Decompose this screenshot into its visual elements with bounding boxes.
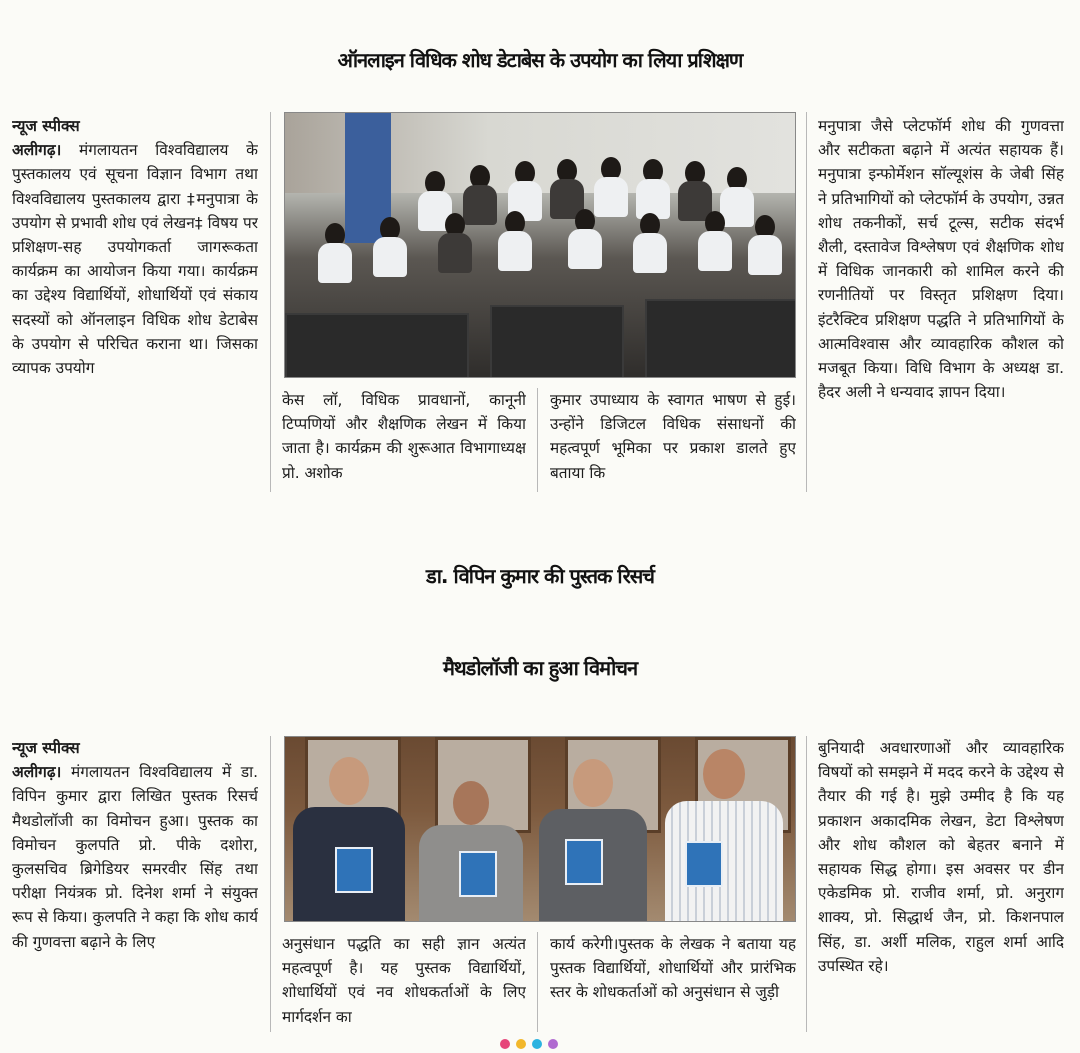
story1-column-1 bbox=[12, 114, 258, 492]
column-divider bbox=[270, 736, 271, 1032]
story1-col4-text: मनुपात्रा जैसे प्लेटफॉर्म शोध की गुणवत्ता और सटीकता बढ़ाने में अत्यंत सहायक हैं। मनुपात्रा इन्फोर्मेशन सॉल्यूशंस के जेबी सिंह ने प्रतिभागियों को प्लेटफॉर्म के उपयोग, उन्नत शोध तकनीकों, सर्च टूल्स, सटीक संदर्भ शैली, दस्तावेज विश्लेषण एवं शैक्षणिक शोध में विधिक जानकारी को शामिल करने की रणनीतियों पर विस्तृत प्रशिक्षण दिया। इंटरैक्टिव प्रशिक्षण पद्धति ने प्रतिभागियों के आत्मविश्वास और व्यावहारिक कौशल को मजबूत किया। विधि विभाग के अध्यक्ष डा. हैदर अली ने धन्यवाद ज्ञापन दिया। bbox=[818, 117, 1064, 402]
story2-column-2 bbox=[282, 932, 526, 1038]
column-divider bbox=[806, 112, 807, 492]
story1-column-3 bbox=[550, 388, 796, 496]
story2-col4-text: बुनियादी अवधारणाओं और व्यावहारिक विषयों को समझने में मदद करने के उद्देश्य से तैयार की गई है। मुझे उम्मीद है कि यह प्रकाशन अकादमिक लेखन, डेटा विश्लेषण और शोध कौशल को बेहतर बनाने में सहायक सिद्ध होगा। इस अवसर पर डीन एकेडमिक प्रो. राजीव शर्मा, प्रो. अनुराग शाक्य, प्रो. सिद्धार्थ जैन, प्रो. किशनपाल सिंह, डा. अर्शी मलिक, राहुल शर्मा आदि उपस्थित रहे। bbox=[818, 739, 1064, 975]
book-launch-photo bbox=[284, 736, 796, 922]
column-divider bbox=[537, 932, 538, 1032]
column-divider bbox=[537, 388, 538, 492]
story2-headline-line1: डा. विपिन कुमार की पुस्तक रिसर्च bbox=[426, 564, 654, 588]
story1-headline: ऑनलाइन विधिक शोध डेटाबेस के उपयोग का लिया प्रशिक्षण bbox=[337, 48, 743, 72]
story1-column-4 bbox=[818, 114, 1064, 494]
column-divider bbox=[270, 112, 271, 492]
story2-col1-text: मंगलायतन विश्वविद्यालय में डा. विपिन कुमार द्वारा लिखित पुस्तक रिसर्च मैथडोलॉजी का विमोचन हुआ। पुस्तक का विमोचन कुलपति प्रो. पीके दशोरा, कुलसचिव ब्रिगेडियर समरवीर सिंह तथा परीक्षा नियंत्रक प्रो. दिनेश शर्मा ने संयुक्त रूप से किया। कुलपति ने कहा कि शोध कार्य की गुणवत्ता बढ़ाने के लिए bbox=[12, 763, 258, 951]
story1-col1-text: मंगलायतन विश्वविद्यालय के पुस्तकालय एवं सूचना विज्ञान विभाग तथा विश्वविद्यालय पुस्तकालय द्वारा ‡मनुपात्रा के उपयोग से प्रभावी शोध एवं लेखन‡ विषय पर प्रशिक्षण-सह उपयोगकर्ता जागरूकता कार्यक्रम का आयोजन किया गया। कार्यक्रम का उद्देश्य विद्यार्थियों, शोधार्थियों एवं संकाय सदस्यों को ऑनलाइन विधिक शोध डेटाबेस के उपयोग से परिचित कराना था। जिसका व्यापक उपयोग bbox=[12, 141, 258, 378]
story1-col3-text: कुमार उपाध्याय के स्वागत भाषण से हुई। उन्होंने डिजिटल विधिक संसाधनों की महत्वपूर्ण भूमिका पर प्रकाश डालते हुए बताया कि bbox=[550, 391, 796, 482]
story1-col2-text: केस लॉ, विधिक प्रावधानों, कानूनी टिप्पणियों और शैक्षणिक लेखन में किया जाता है। कार्यक्रम की शुरूआत विभागाध्यक्ष प्रो. अशोक bbox=[282, 391, 526, 482]
story1-byline: न्यूज स्पीक्स bbox=[12, 117, 80, 135]
story2-byline: न्यूज स्पीक्स bbox=[12, 739, 80, 757]
story2-column-3 bbox=[550, 932, 796, 1038]
story2-column-4 bbox=[818, 736, 1064, 1036]
story2-place: अलीगढ़। bbox=[12, 763, 62, 782]
story2-col3-text: कार्य करेगी।पुस्तक के लेखक ने बताया यह पुस्तक विद्यार्थियों, शोधार्थियों और प्रारंभिक स्तर के शोधकर्ताओं को अनुसंधान से जुड़ी bbox=[550, 935, 796, 1002]
story1-place: अलीगढ़। bbox=[12, 141, 62, 160]
story2-col2-text: अनुसंधान पद्धति का सही ज्ञान अत्यंत महत्वपूर्ण है। यह पुस्तक विद्यार्थियों, शोधार्थियों एवं नव शोधकर्ताओं के लिए मार्गदर्शन का bbox=[282, 935, 526, 1026]
story2-headline-line2: मैथडोलॉजी का हुआ विमोचन bbox=[442, 656, 638, 680]
story2-column-1 bbox=[12, 736, 258, 1036]
column-divider bbox=[806, 736, 807, 1032]
story1-column-2 bbox=[282, 388, 526, 496]
classroom-photo bbox=[284, 112, 796, 378]
color-dots-decoration bbox=[500, 1034, 590, 1042]
